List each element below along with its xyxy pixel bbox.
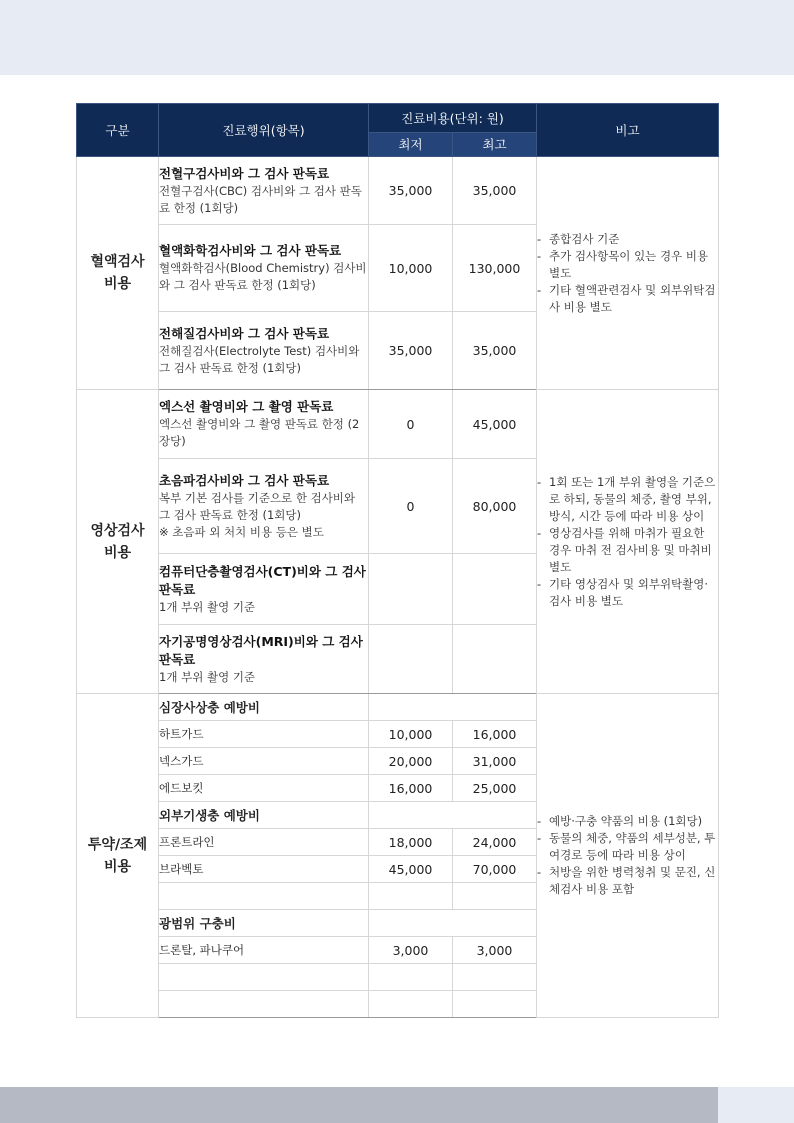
category-imaging: [77, 390, 159, 694]
item-desc: 전해질검사(Electrolyte Test) 검사비와 그 검사 판독료 한정 (1회당): [159, 343, 360, 375]
header-max: 최고: [453, 133, 537, 157]
max-cost: 35,000: [453, 157, 537, 225]
item-title: 컴퓨터단층촬영검사(CT)비와 그 검사 판독료: [159, 563, 366, 597]
min-cost: 35,000: [369, 312, 453, 390]
remark-item: - 1회 또는 1개 부위 촬영을 기준으로 하되, 동물의 체중, 촬영 부위, 방식, 시간 등에 따라 비용 상이: [537, 474, 718, 525]
empty-cost: [369, 910, 537, 937]
min-cost: [369, 625, 453, 694]
item-desc: 1개 부위 촬영 기준: [159, 669, 256, 684]
remark-item: - 처방을 위한 병력청취 및 문진, 신체검사 비용 포함: [537, 864, 718, 898]
category-label: 혈액검사 비용: [90, 254, 145, 292]
empty-row: [369, 991, 453, 1018]
max-cost: [453, 554, 537, 625]
category-label: 영상검사 비용: [90, 522, 145, 561]
remark-item: - 추가 검사항목이 있는 경우 비용 별도: [537, 248, 718, 282]
max-cost: 35,000: [453, 312, 537, 390]
empty-row: [453, 991, 537, 1018]
group-title: 외부기생충 예방비: [159, 802, 369, 829]
remark-item: - 영상검사를 위해 마취가 필요한 경우 마취 전 검사비용 및 마취비 별도: [537, 525, 718, 576]
empty-cost: [369, 694, 537, 721]
max-cost: 31,000: [453, 748, 537, 775]
header-band: [0, 0, 794, 75]
remark-medicine: [537, 694, 719, 1018]
medicine-name: 넥스가드: [159, 748, 369, 775]
remark-item: - 기타 혈액관련검사 및 외부위탁검사 비용 별도: [537, 282, 718, 316]
max-cost: 80,000: [453, 459, 537, 554]
max-cost: 24,000: [453, 829, 537, 856]
min-cost: 3,000: [369, 937, 453, 964]
max-cost: 45,000: [453, 390, 537, 459]
remark-blood: [537, 157, 719, 390]
empty-row: [159, 964, 369, 991]
max-cost: 16,000: [453, 721, 537, 748]
item-title: 전해질검사비와 그 검사 판독료: [159, 325, 330, 341]
max-cost: 70,000: [453, 856, 537, 883]
fee-table: [76, 103, 719, 1018]
header-min: 최저: [369, 133, 453, 157]
min-cost: 0: [369, 459, 453, 554]
item-desc: 1개 부위 촬영 기준: [159, 599, 256, 614]
remark-item: - 예방·구충 약품의 비용 (1회당): [537, 813, 718, 830]
max-cost: 3,000: [453, 937, 537, 964]
medicine-name: 에드보킷: [159, 775, 369, 802]
category-medicine: [77, 694, 159, 1018]
remark-imaging: [537, 390, 719, 694]
item-title: 자기공명영상검사(MRI)비와 그 검사 판독료: [159, 633, 363, 667]
empty-cost: [369, 802, 537, 829]
item-title: 초음파검사비와 그 검사 판독료: [159, 472, 330, 488]
footer-band-right: [718, 1087, 794, 1123]
footer-band: [0, 1087, 718, 1123]
header-cost: 진료비용(단위: 원): [369, 104, 537, 133]
remark-item: - 기타 영상검사 및 외부위탁촬영·검사 비용 별도: [537, 576, 718, 610]
item-desc: 혈액화학검사(Blood Chemistry) 검사비와 그 검사 판독료 한정 (1회당): [159, 261, 367, 292]
min-cost: 18,000: [369, 829, 453, 856]
max-cost: 25,000: [453, 775, 537, 802]
min-cost: 20,000: [369, 748, 453, 775]
header-category: 구분: [77, 104, 159, 157]
medicine-name: 드론탈, 파나쿠어: [159, 937, 369, 964]
medicine-name: 프론트라인: [159, 829, 369, 856]
header-item: 진료행위(항목): [159, 104, 369, 157]
empty-row: [369, 964, 453, 991]
empty-row: [159, 991, 369, 1018]
remark-item: - 동물의 체중, 약품의 세부성분, 투여경로 등에 따라 비용 상이: [537, 830, 718, 864]
group-title: 심장사상충 예방비: [159, 694, 369, 721]
min-cost: 35,000: [369, 157, 453, 225]
min-cost: 16,000: [369, 775, 453, 802]
group-title: 광범위 구충비: [159, 910, 369, 937]
item-title: 전혈구검사비와 그 검사 판독료: [159, 165, 330, 181]
empty-row: [453, 964, 537, 991]
item-desc: 복부 기본 검사를 기준으로 한 검사비와 그 검사 판독료 한정 (1회당): [159, 490, 356, 522]
empty-row: [453, 883, 537, 910]
category-blood: [77, 157, 159, 390]
item-cell: [159, 625, 369, 694]
min-cost: [369, 554, 453, 625]
item-desc: 전혈구검사(CBC) 검사비와 그 검사 판독료 한정 (1회당): [159, 183, 362, 215]
min-cost: 45,000: [369, 856, 453, 883]
item-cell: [159, 554, 369, 625]
item-cell: [159, 225, 369, 312]
empty-row: [369, 883, 453, 910]
max-cost: 130,000: [453, 225, 537, 312]
header-remark: 비고: [537, 104, 719, 157]
item-cell: [159, 157, 369, 225]
max-cost: [453, 625, 537, 694]
item-note: ※ 초음파 외 처치 비용 등은 별도: [159, 524, 324, 539]
empty-row: [159, 883, 369, 910]
category-label: 투약/조제 비용: [87, 836, 148, 875]
min-cost: 10,000: [369, 225, 453, 312]
item-cell: [159, 312, 369, 390]
item-title: 엑스선 촬영비와 그 촬영 판독료: [159, 399, 334, 414]
item-desc: 엑스선 촬영비와 그 촬영 판독료 한정 (2장당): [159, 417, 360, 448]
medicine-name: 하트가드: [159, 721, 369, 748]
medicine-name: 브라벡토: [159, 856, 369, 883]
item-cell: [159, 459, 369, 554]
min-cost: 10,000: [369, 721, 453, 748]
item-title: 혈액화학검사비와 그 검사 판독료: [159, 243, 342, 258]
remark-item: - 종합검사 기준: [537, 231, 718, 248]
item-cell: [159, 390, 369, 459]
min-cost: 0: [369, 390, 453, 459]
